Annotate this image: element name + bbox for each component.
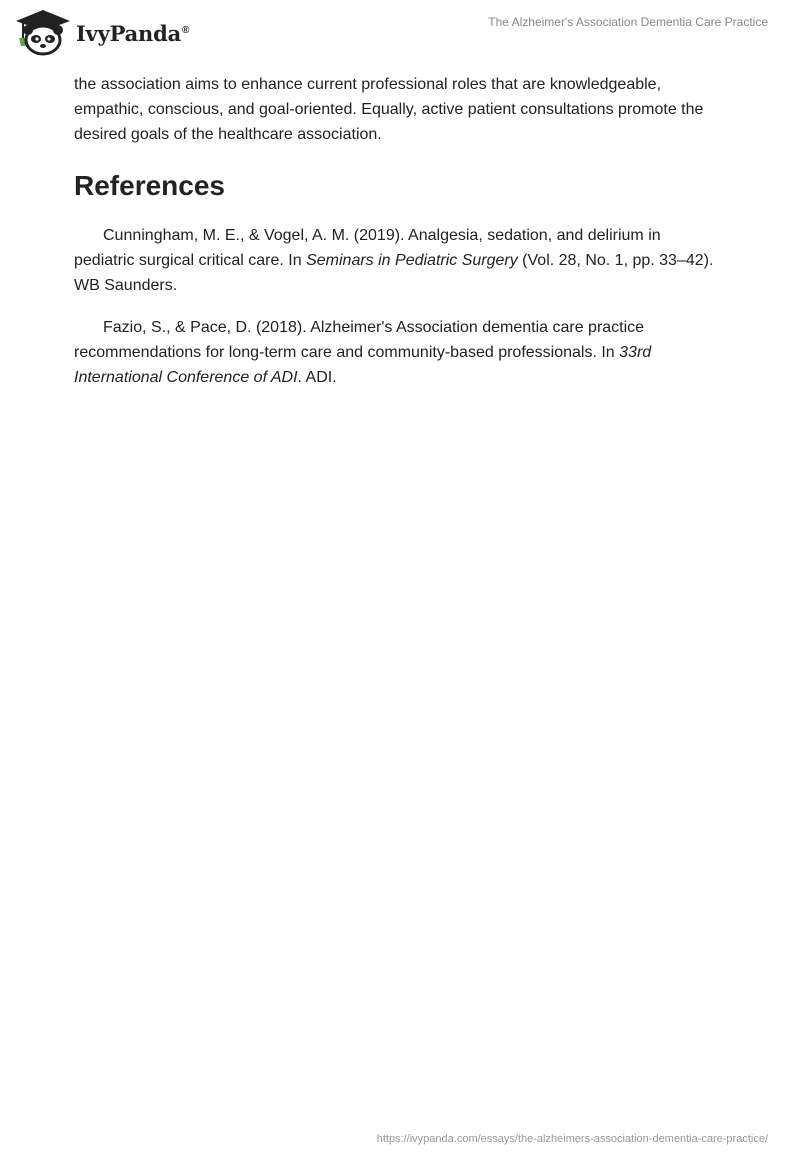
references-heading: References — [74, 170, 225, 201]
source-url-link[interactable]: https://ivypanda.com/essays/the-alzheimers-association-dementia-care-practice/ — [376, 1133, 768, 1145]
reference-source-title: 33rd International Conference of ADI — [74, 344, 652, 386]
reference-source-title: Seminars in Pediatric Surgery — [306, 252, 518, 269]
reference-entry — [74, 315, 724, 390]
reference-entry — [74, 223, 724, 298]
page-header — [0, 0, 800, 70]
registered-mark: ® — [182, 24, 190, 36]
document-title: The Alzheimer's Association Dementia Care Practice — [488, 15, 768, 29]
reference-details: . ADI. — [297, 369, 337, 386]
reference-text: Fazio, S., & Pace, D. (2018). Alzheimer's Association dementia care practice recommendations for long-term care and community-based professionals. In — [74, 319, 645, 361]
logo-wordmark — [76, 21, 189, 46]
ivypanda-logo[interactable] — [14, 8, 189, 56]
logo-text: IvyPanda — [76, 20, 182, 46]
document-body — [74, 72, 724, 407]
panda-graduation-icon — [14, 8, 72, 56]
reference-text: Cunningham, M. E., & Vogel, A. M. (2019). Analgesia, sedation, and delirium in pediatric surgical critical care. In — [74, 227, 661, 269]
intro-paragraph: the association aims to enhance current professional roles that are knowledgeable, empathic, conscious, and goal-oriented. Equally, active patient consultations promote the desired goals of the healthcare association. — [74, 76, 704, 143]
reference-details: (Vol. 28, No. 1, pp. 33–42). WB Saunders. — [74, 252, 714, 294]
